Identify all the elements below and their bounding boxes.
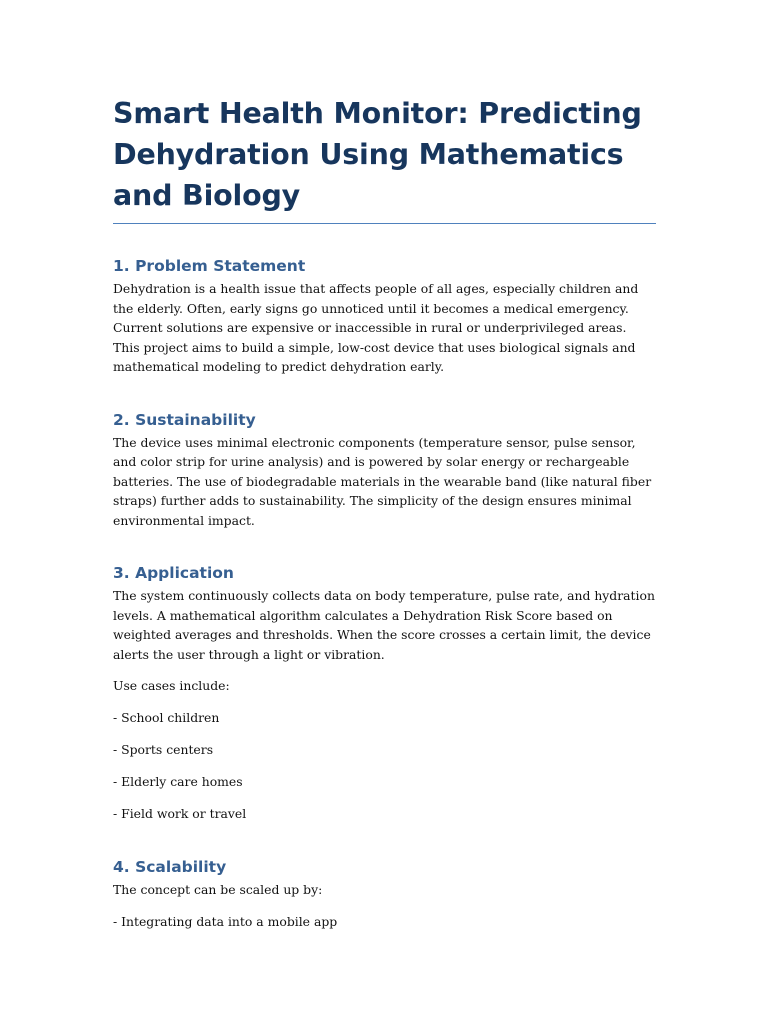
use-case-item: - Field work or travel [113,806,247,821]
sustainability-paragraph: The device uses minimal electronic components (temperature sensor, pulse sensor, and color strip for urine analysis) and is powered by solar energy or rechargeable batteries. The use of biodegradable materials in the wearable band (like natural fiber straps) further adds to sustainability. The simplicity of the design ensures minimal environmental impact. [113,434,652,528]
scalability-paragraph: The concept can be scaled up by: [113,881,323,897]
section-heading-problem-statement: 1. Problem Statement [113,257,306,275]
section-heading-application: 3. Application [113,564,234,582]
problem-statement-paragraph: Dehydration is a health issue that affects people of all ages, especially children and the elderly. Often, early signs go unnoticed until it becomes a medical emergency. Current solutions are expensive or inaccessible in rural or underprivileged areas. This project aims to build a simple, low-cost device that uses biological signals and mathematical modeling to predict dehydration early. [113,281,639,374]
section-heading-sustainability: 2. Sustainability [113,410,256,429]
use-cases-intro: Use cases include: [113,678,230,693]
application-paragraph: The system continuously collects data on body temperature, pulse rate, and hydration levels. A mathematical algorithm calculates a Dehydration Risk Score based on weighted averages and thresholds. When the score crosses a certain limit, the device alerts the user through a light or vibration. [113,588,655,662]
section-heading-scalability: 4. Scalability [113,857,227,876]
use-case-item: - Sports centers [113,742,214,757]
use-case-item: - School children [113,710,220,725]
document-title: Smart Health Monitor: Predicting Dehydration Using Mathematics and Biology [113,93,656,224]
use-case-item: - Elderly care homes [113,774,243,789]
document-page [113,93,656,931]
scalability-item: - Integrating data into a mobile app [113,913,338,929]
